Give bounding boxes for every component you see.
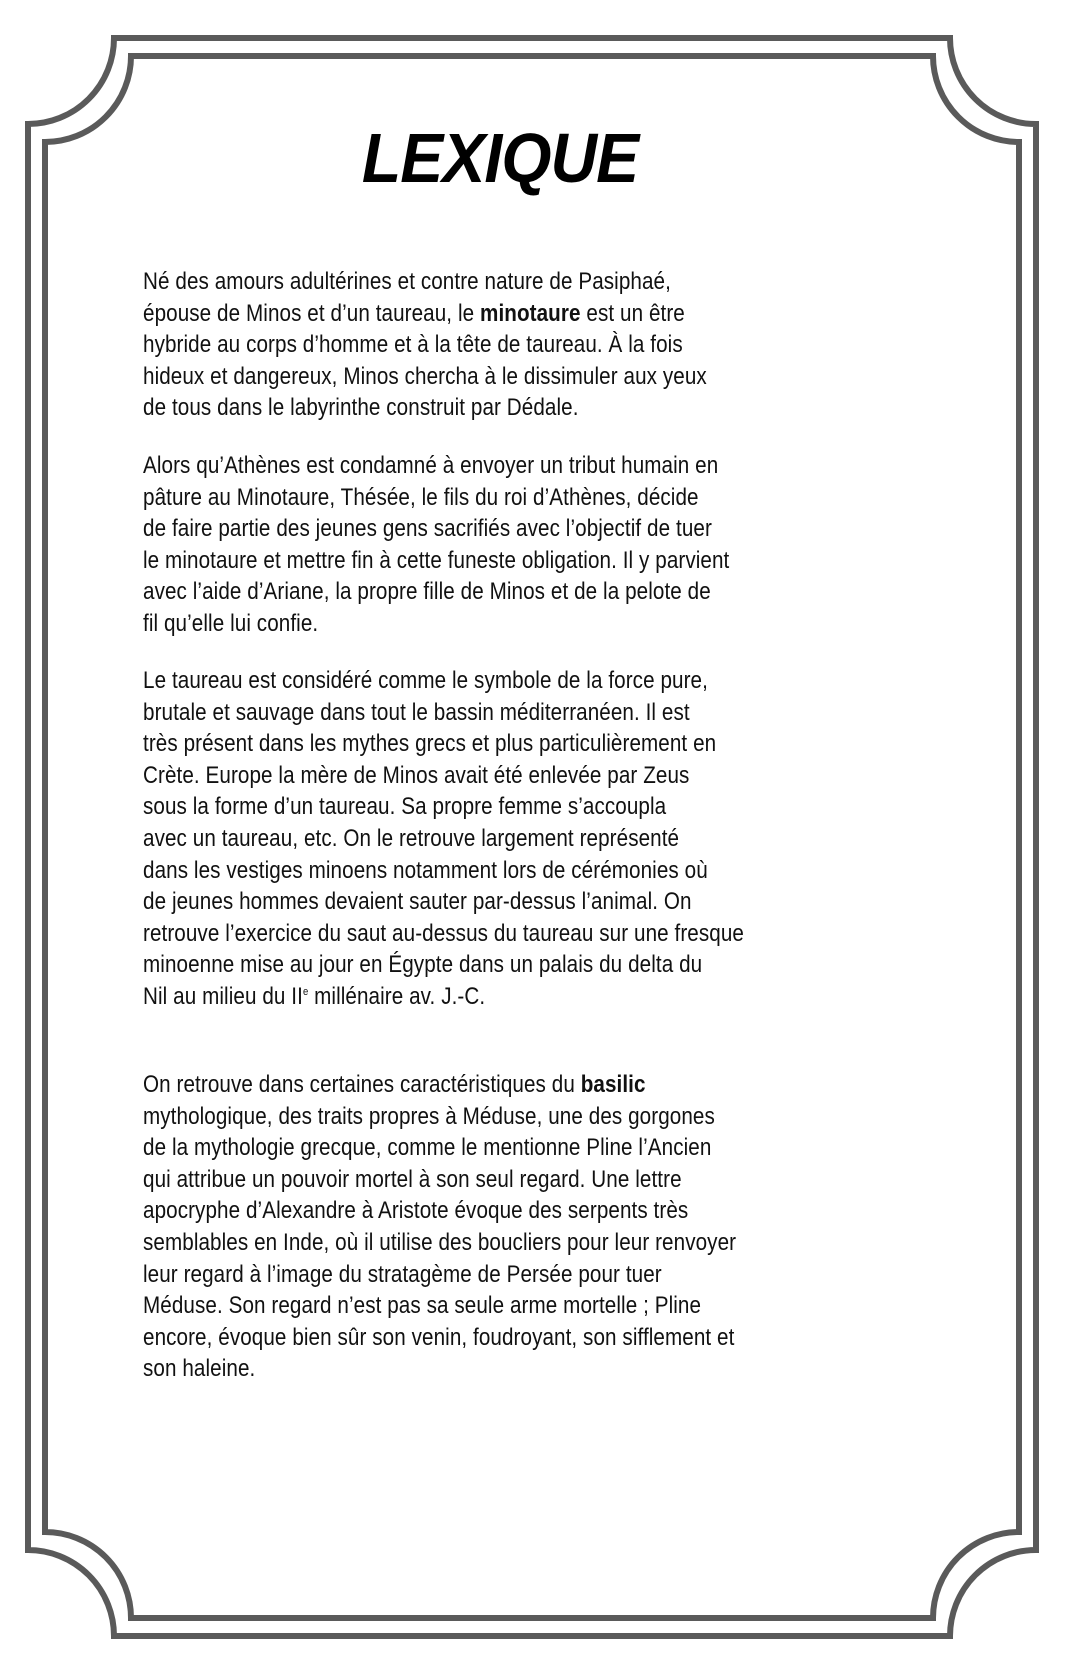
text-span: épouse de Minos et d’un taureau, le xyxy=(143,299,481,327)
text-line xyxy=(143,266,831,298)
text-line xyxy=(143,697,831,729)
text-span: fil qu’elle lui confie. xyxy=(143,609,319,637)
text-span: de jeunes hommes devaient sauter par-dessus l’animal. On xyxy=(143,888,692,916)
text-span: retrouve l’exercice du saut au-dessus du taureau sur une fresque xyxy=(143,919,744,947)
text-line xyxy=(143,823,831,855)
text-span: dans les vestiges minoens notamment lors de cérémonies où xyxy=(143,856,708,884)
text-span: de la mythologie grecque, comme le mentionne Pline l’Ancien xyxy=(143,1134,712,1162)
text-span: est un être xyxy=(580,299,685,327)
text-span: Alors qu’Athènes est condamné à envoyer un tribut humain en xyxy=(143,452,719,479)
text-line xyxy=(143,1290,831,1322)
text-span: de faire partie des jeunes gens sacrifiés avec l’objectif de tuer xyxy=(143,515,712,543)
text-line xyxy=(143,329,831,361)
text-span: apocryphe d’Alexandre à Aristote évoque des serpents très xyxy=(143,1197,689,1225)
text-span: sous la forme d’un taureau. Sa propre femme s’accoupla xyxy=(143,793,667,821)
text-line xyxy=(143,545,831,577)
text-span: le minotaure et mettre fin à cette funeste obligation. Il y parvient xyxy=(143,546,730,574)
bold-term: basilic xyxy=(580,1071,646,1098)
paragraph-thesee xyxy=(143,450,943,640)
text-span: leur regard à l’image du stratagème de Persée pour tuer xyxy=(143,1260,662,1288)
text-span: Méduse. Son regard n’est pas sa seule arme mortelle ; Pline xyxy=(143,1292,702,1320)
paragraph-basilic xyxy=(143,1069,943,1385)
bold-term: minotaure xyxy=(480,299,581,327)
text-line xyxy=(143,1227,831,1259)
text-span: avec l’aide d’Ariane, la propre fille de Minos et de la pelote de xyxy=(143,578,711,606)
superscript: e xyxy=(302,985,309,998)
text-span: mythologique, des traits propres à Méduse, une des gorgones xyxy=(143,1102,715,1130)
text-span: pâture au Minotaure, Thésée, le fils du roi d’Athènes, décide xyxy=(143,483,699,511)
text-span: On retrouve dans certaines caractéristiques du xyxy=(143,1071,581,1098)
text-span: encore, évoque bien sûr son venin, foudroyant, son sifflement et xyxy=(143,1323,735,1351)
text-line xyxy=(143,450,831,482)
text-line xyxy=(143,1322,831,1354)
text-line xyxy=(143,918,831,950)
text-span: qui attribue un pouvoir mortel à son seul regard. Une lettre xyxy=(143,1165,682,1193)
text-span: semblables en Inde, où il utilise des boucliers pour leur renvoyer xyxy=(143,1228,737,1256)
text-line xyxy=(143,665,831,697)
text-span: minoenne mise au jour en Égypte dans un palais du delta du xyxy=(143,951,703,979)
text-line xyxy=(143,760,831,792)
text-line xyxy=(143,576,831,608)
text-span: Né des amours adultérines et contre nature de Pasiphaé, xyxy=(143,268,671,295)
text-line xyxy=(143,1164,831,1196)
text-line xyxy=(143,1195,831,1227)
text-span: son haleine. xyxy=(143,1355,256,1383)
text-line xyxy=(143,1069,831,1101)
text-span: de tous dans le labyrinthe construit par Dédale. xyxy=(143,394,579,422)
text-span: Crète. Europe la mère de Minos avait été enlevée par Zeus xyxy=(143,761,690,789)
text-span: très présent dans les mythes grecs et plus particulièrement en xyxy=(143,730,717,758)
text-line xyxy=(143,482,831,514)
text-line xyxy=(143,513,831,545)
text-line xyxy=(143,855,831,887)
text-line xyxy=(143,1259,831,1291)
text-span: avec un taureau, etc. On le retrouve largement représenté xyxy=(143,824,680,852)
text-line xyxy=(143,361,831,393)
text-line xyxy=(143,1353,831,1385)
text-line xyxy=(143,298,831,330)
text-line xyxy=(143,886,831,918)
text-line xyxy=(143,981,831,1013)
text-span: brutale et sauvage dans tout le bassin méditerranéen. Il est xyxy=(143,698,690,726)
text-span: Le taureau est considéré comme le symbole de la force pure, xyxy=(143,667,708,694)
text-line xyxy=(143,1101,831,1133)
paragraph-taureau xyxy=(143,665,943,1013)
paragraph-minotaure xyxy=(143,266,943,424)
text-line xyxy=(143,791,831,823)
text-line xyxy=(143,392,831,424)
text-span: hideux et dangereux, Minos chercha à le dissimuler aux yeux xyxy=(143,362,707,390)
text-span: millénaire av. J.-C. xyxy=(308,982,486,1010)
text-span: Nil au milieu du II xyxy=(143,982,303,1010)
text-line xyxy=(143,608,831,640)
text-line xyxy=(143,1132,831,1164)
text-span: hybride au corps d’homme et à la tête de taureau. À la fois xyxy=(143,331,683,359)
text-line xyxy=(143,728,831,760)
page-title: LEXIQUE xyxy=(361,119,639,197)
text-line xyxy=(143,949,831,981)
